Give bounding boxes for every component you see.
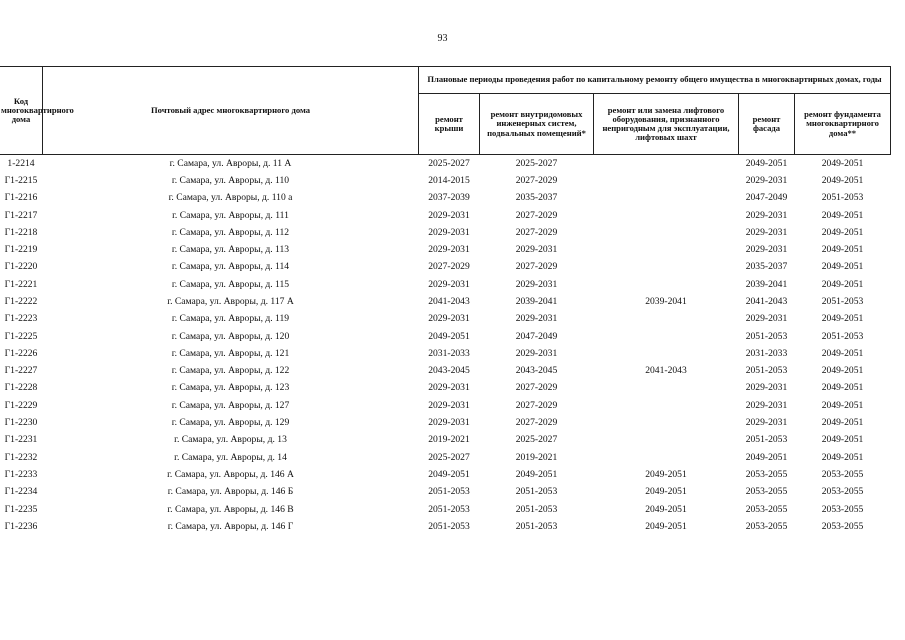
foundation-period-cell: 2049-2051 bbox=[821, 417, 864, 429]
facade-period-cell: 2053-2055 bbox=[745, 503, 788, 515]
house-code-cell: Г1-2217 bbox=[4, 209, 38, 221]
house-code-cell: Г1-2232 bbox=[4, 451, 38, 463]
table-row bbox=[0, 172, 891, 189]
table-row bbox=[0, 276, 891, 293]
table-body bbox=[0, 155, 891, 536]
address-cell: г. Самара, ул. Авроры, д. 119 bbox=[171, 313, 290, 325]
elevator-period-cell bbox=[594, 328, 739, 345]
address-cell: г. Самара, ул. Авроры, д. 121 bbox=[171, 347, 290, 359]
facade-period-cell: 2029-2031 bbox=[745, 174, 788, 186]
engineering-period-cell: 2029-2031 bbox=[515, 313, 558, 325]
foundation-period-cell: 2049-2051 bbox=[821, 244, 864, 256]
facade-period-cell: 2041-2043 bbox=[745, 295, 788, 307]
engineering-period-cell: 2025-2027 bbox=[515, 434, 558, 446]
facade-period-cell: 2029-2031 bbox=[745, 399, 788, 411]
table-row bbox=[0, 466, 891, 483]
engineering-period-cell: 2035-2037 bbox=[515, 192, 558, 204]
roof-period-cell: 2019-2021 bbox=[428, 434, 470, 446]
address-cell: г. Самара, ул. Авроры, д. 110 bbox=[171, 174, 290, 186]
house-code-cell: Г1-2222 bbox=[4, 295, 38, 307]
house-code-cell: Г1-2236 bbox=[4, 520, 38, 532]
address-cell: г. Самара, ул. Авроры, д. 146 Г bbox=[167, 520, 294, 532]
roof-period-cell: 2029-2031 bbox=[428, 313, 470, 325]
elevator-period-cell bbox=[594, 345, 739, 362]
table-row bbox=[0, 259, 891, 276]
table-header bbox=[0, 67, 891, 155]
address-cell: г. Самара, ул. Авроры, д. 127 bbox=[171, 399, 290, 411]
roof-period-cell: 2025-2027 bbox=[428, 157, 470, 169]
engineering-period-cell: 2049-2051 bbox=[515, 468, 558, 480]
table-row bbox=[0, 380, 891, 397]
engineering-period-cell: 2027-2029 bbox=[515, 261, 558, 273]
elevator-period-cell bbox=[594, 432, 739, 449]
header-elevator: ремонт или замена лифтового оборудования, признанного непригодным для эксплуатации, лифтовых шахт bbox=[594, 94, 739, 155]
roof-period-cell: 2037-2039 bbox=[428, 192, 470, 204]
address-cell: г. Самара, ул. Авроры, д. 120 bbox=[171, 330, 290, 342]
address-cell: г. Самара, ул. Авроры, д. 111 bbox=[172, 209, 289, 221]
table-row bbox=[0, 293, 891, 310]
elevator-period-cell bbox=[594, 224, 739, 241]
facade-period-cell: 2047-2049 bbox=[745, 192, 788, 204]
address-cell: г. Самара, ул. Авроры, д. 14 bbox=[174, 451, 287, 463]
roof-period-cell: 2029-2031 bbox=[428, 244, 470, 256]
elevator-period-cell bbox=[594, 207, 739, 224]
engineering-period-cell: 2027-2029 bbox=[515, 226, 558, 238]
table-row bbox=[0, 363, 891, 380]
facade-period-cell: 2051-2053 bbox=[745, 365, 788, 377]
facade-period-cell: 2051-2053 bbox=[745, 434, 788, 446]
address-cell: г. Самара, ул. Авроры, д. 11 А bbox=[169, 157, 292, 169]
header-facade: ремонт фасада bbox=[739, 94, 795, 155]
roof-period-cell: 2041-2043 bbox=[428, 295, 470, 307]
foundation-period-cell: 2051-2053 bbox=[821, 192, 864, 204]
house-code-cell: Г1-2227 bbox=[4, 365, 38, 377]
roof-period-cell: 2027-2029 bbox=[428, 261, 470, 273]
elevator-period-cell bbox=[594, 241, 739, 258]
roof-period-cell: 2029-2031 bbox=[428, 399, 470, 411]
engineering-period-cell: 2025-2027 bbox=[515, 157, 558, 169]
table-row bbox=[0, 397, 891, 414]
header-foundation: ремонт фундамента многоквартирного дома** bbox=[795, 94, 891, 155]
address-cell: г. Самара, ул. Авроры, д. 146 Б bbox=[167, 486, 294, 498]
facade-period-cell: 2029-2031 bbox=[745, 244, 788, 256]
table-row bbox=[0, 155, 891, 173]
header-engineering: ремонт внутридомовых инженерных систем, подвальных помещений* bbox=[480, 94, 594, 155]
elevator-period-cell: 2049-2051 bbox=[645, 468, 687, 480]
table-row bbox=[0, 414, 891, 431]
elevator-period-cell bbox=[594, 414, 739, 431]
foundation-period-cell: 2049-2051 bbox=[821, 451, 864, 463]
roof-period-cell: 2029-2031 bbox=[428, 278, 470, 290]
address-cell: г. Самара, ул. Авроры, д. 146 А bbox=[167, 468, 294, 480]
address-cell: г. Самара, ул. Авроры, д. 129 bbox=[171, 417, 290, 429]
facade-period-cell: 2029-2031 bbox=[745, 417, 788, 429]
facade-period-cell: 2029-2031 bbox=[745, 209, 788, 221]
roof-period-cell: 2029-2031 bbox=[428, 382, 470, 394]
foundation-period-cell: 2053-2055 bbox=[821, 468, 864, 480]
facade-period-cell: 2051-2053 bbox=[745, 330, 788, 342]
table-row bbox=[0, 207, 891, 224]
house-code-cell: Г1-2223 bbox=[4, 313, 38, 325]
engineering-period-cell: 2039-2041 bbox=[515, 295, 558, 307]
foundation-period-cell: 2049-2051 bbox=[821, 209, 864, 221]
foundation-period-cell: 2049-2051 bbox=[821, 157, 864, 169]
house-code-cell: Г1-2234 bbox=[4, 486, 38, 498]
address-cell: г. Самара, ул. Авроры, д. 13 bbox=[174, 434, 287, 446]
facade-period-cell: 2029-2031 bbox=[745, 382, 788, 394]
foundation-period-cell: 2049-2051 bbox=[821, 399, 864, 411]
roof-period-cell: 2051-2053 bbox=[428, 486, 470, 498]
roof-period-cell: 2029-2031 bbox=[428, 226, 470, 238]
facade-period-cell: 2031-2033 bbox=[745, 347, 788, 359]
facade-period-cell: 2049-2051 bbox=[745, 451, 788, 463]
elevator-period-cell bbox=[594, 259, 739, 276]
header-planned-periods: Плановые периоды проведения работ по капитальному ремонту общего имущества в многоквартирных домах, годы bbox=[419, 67, 891, 94]
roof-period-cell: 2031-2033 bbox=[428, 347, 470, 359]
house-code-cell: Г1-2229 bbox=[4, 399, 38, 411]
engineering-period-cell: 2027-2029 bbox=[515, 399, 558, 411]
foundation-period-cell: 2049-2051 bbox=[821, 313, 864, 325]
engineering-period-cell: 2047-2049 bbox=[515, 330, 558, 342]
engineering-period-cell: 2019-2021 bbox=[515, 451, 558, 463]
engineering-period-cell: 2043-2045 bbox=[515, 365, 558, 377]
table-row bbox=[0, 501, 891, 518]
foundation-period-cell: 2053-2055 bbox=[821, 486, 864, 498]
address-cell: г. Самара, ул. Авроры, д. 112 bbox=[171, 226, 290, 238]
table-row bbox=[0, 518, 891, 535]
address-cell: г. Самара, ул. Авроры, д. 146 В bbox=[167, 503, 294, 515]
table-row bbox=[0, 311, 891, 328]
house-code-cell: Г1-2228 bbox=[4, 382, 38, 394]
elevator-period-cell: 2039-2041 bbox=[645, 295, 687, 307]
table-row bbox=[0, 224, 891, 241]
foundation-period-cell: 2049-2051 bbox=[821, 261, 864, 273]
engineering-period-cell: 2051-2053 bbox=[515, 520, 558, 532]
house-code-cell: Г1-2218 bbox=[4, 226, 38, 238]
header-address: Почтовый адрес многоквартирного дома bbox=[43, 67, 419, 155]
foundation-period-cell: 2053-2055 bbox=[821, 503, 864, 515]
house-code-cell: Г1-2231 bbox=[4, 434, 38, 446]
foundation-period-cell: 2053-2055 bbox=[821, 520, 864, 532]
foundation-period-cell: 2049-2051 bbox=[821, 382, 864, 394]
engineering-period-cell: 2029-2031 bbox=[515, 244, 558, 256]
house-code-cell: Г1-2221 bbox=[4, 278, 38, 290]
address-cell: г. Самара, ул. Авроры, д. 114 bbox=[171, 261, 290, 273]
house-code-cell: Г1-2216 bbox=[4, 192, 38, 204]
roof-period-cell: 2029-2031 bbox=[428, 209, 470, 221]
foundation-period-cell: 2049-2051 bbox=[821, 226, 864, 238]
table-row bbox=[0, 484, 891, 501]
house-code-cell: Г1-2233 bbox=[4, 468, 38, 480]
house-code-cell: 1-2214 bbox=[7, 157, 35, 169]
elevator-period-cell bbox=[594, 449, 739, 466]
table-row bbox=[0, 328, 891, 345]
capital-repair-table bbox=[0, 66, 891, 536]
roof-period-cell: 2049-2051 bbox=[428, 330, 470, 342]
facade-period-cell: 2039-2041 bbox=[745, 278, 788, 290]
address-cell: г. Самара, ул. Авроры, д. 122 bbox=[171, 365, 290, 377]
facade-period-cell: 2049-2051 bbox=[745, 157, 788, 169]
foundation-period-cell: 2051-2053 bbox=[821, 295, 864, 307]
elevator-period-cell: 2041-2043 bbox=[645, 365, 687, 377]
roof-period-cell: 2051-2053 bbox=[428, 503, 470, 515]
foundation-period-cell: 2049-2051 bbox=[821, 174, 864, 186]
elevator-period-cell bbox=[594, 155, 739, 173]
elevator-period-cell: 2049-2051 bbox=[645, 503, 687, 515]
elevator-period-cell: 2049-2051 bbox=[645, 486, 687, 498]
engineering-period-cell: 2027-2029 bbox=[515, 417, 558, 429]
elevator-period-cell: 2049-2051 bbox=[645, 520, 687, 532]
foundation-period-cell: 2049-2051 bbox=[821, 434, 864, 446]
house-code-cell: Г1-2220 bbox=[4, 261, 38, 273]
engineering-period-cell: 2051-2053 bbox=[515, 503, 558, 515]
facade-period-cell: 2029-2031 bbox=[745, 313, 788, 325]
foundation-period-cell: 2049-2051 bbox=[821, 347, 864, 359]
table-row bbox=[0, 449, 891, 466]
table-row bbox=[0, 345, 891, 362]
house-code-cell: Г1-2219 bbox=[4, 244, 38, 256]
elevator-period-cell bbox=[594, 276, 739, 293]
facade-period-cell: 2035-2037 bbox=[745, 261, 788, 273]
foundation-period-cell: 2049-2051 bbox=[821, 365, 864, 377]
engineering-period-cell: 2029-2031 bbox=[515, 278, 558, 290]
engineering-period-cell: 2029-2031 bbox=[515, 347, 558, 359]
elevator-period-cell bbox=[594, 311, 739, 328]
house-code-cell: Г1-2215 bbox=[4, 174, 38, 186]
engineering-period-cell: 2051-2053 bbox=[515, 486, 558, 498]
header-code: Код многоквартирного дома bbox=[0, 67, 43, 155]
header-row bbox=[0, 67, 891, 94]
foundation-period-cell: 2051-2053 bbox=[821, 330, 864, 342]
roof-period-cell: 2049-2051 bbox=[428, 468, 470, 480]
engineering-period-cell: 2027-2029 bbox=[515, 382, 558, 394]
facade-period-cell: 2029-2031 bbox=[745, 226, 788, 238]
elevator-period-cell bbox=[594, 397, 739, 414]
facade-period-cell: 2053-2055 bbox=[745, 520, 788, 532]
page-number: 93 bbox=[437, 33, 448, 44]
roof-period-cell: 2014-2015 bbox=[428, 174, 470, 186]
foundation-period-cell: 2049-2051 bbox=[821, 278, 864, 290]
address-cell: г. Самара, ул. Авроры, д. 115 bbox=[171, 278, 290, 290]
facade-period-cell: 2053-2055 bbox=[745, 486, 788, 498]
address-cell: г. Самара, ул. Авроры, д. 113 bbox=[171, 244, 290, 256]
elevator-period-cell bbox=[594, 190, 739, 207]
facade-period-cell: 2053-2055 bbox=[745, 468, 788, 480]
elevator-period-cell bbox=[594, 172, 739, 189]
engineering-period-cell: 2027-2029 bbox=[515, 209, 558, 221]
table-row bbox=[0, 432, 891, 449]
house-code-cell: Г1-2226 bbox=[4, 347, 38, 359]
elevator-period-cell bbox=[594, 380, 739, 397]
header-roof: ремонт крыши bbox=[419, 94, 480, 155]
house-code-cell: Г1-2235 bbox=[4, 503, 38, 515]
address-cell: г. Самара, ул. Авроры, д. 117 А bbox=[167, 295, 294, 307]
house-code-cell: Г1-2230 bbox=[4, 417, 38, 429]
address-cell: г. Самара, ул. Авроры, д. 110 а bbox=[168, 192, 293, 204]
roof-period-cell: 2051-2053 bbox=[428, 520, 470, 532]
engineering-period-cell: 2027-2029 bbox=[515, 174, 558, 186]
roof-period-cell: 2043-2045 bbox=[428, 365, 470, 377]
address-cell: г. Самара, ул. Авроры, д. 123 bbox=[171, 382, 290, 394]
roof-period-cell: 2029-2031 bbox=[428, 417, 470, 429]
table-row bbox=[0, 241, 891, 258]
house-code-cell: Г1-2225 bbox=[4, 330, 38, 342]
table-row bbox=[0, 190, 891, 207]
roof-period-cell: 2025-2027 bbox=[428, 451, 470, 463]
